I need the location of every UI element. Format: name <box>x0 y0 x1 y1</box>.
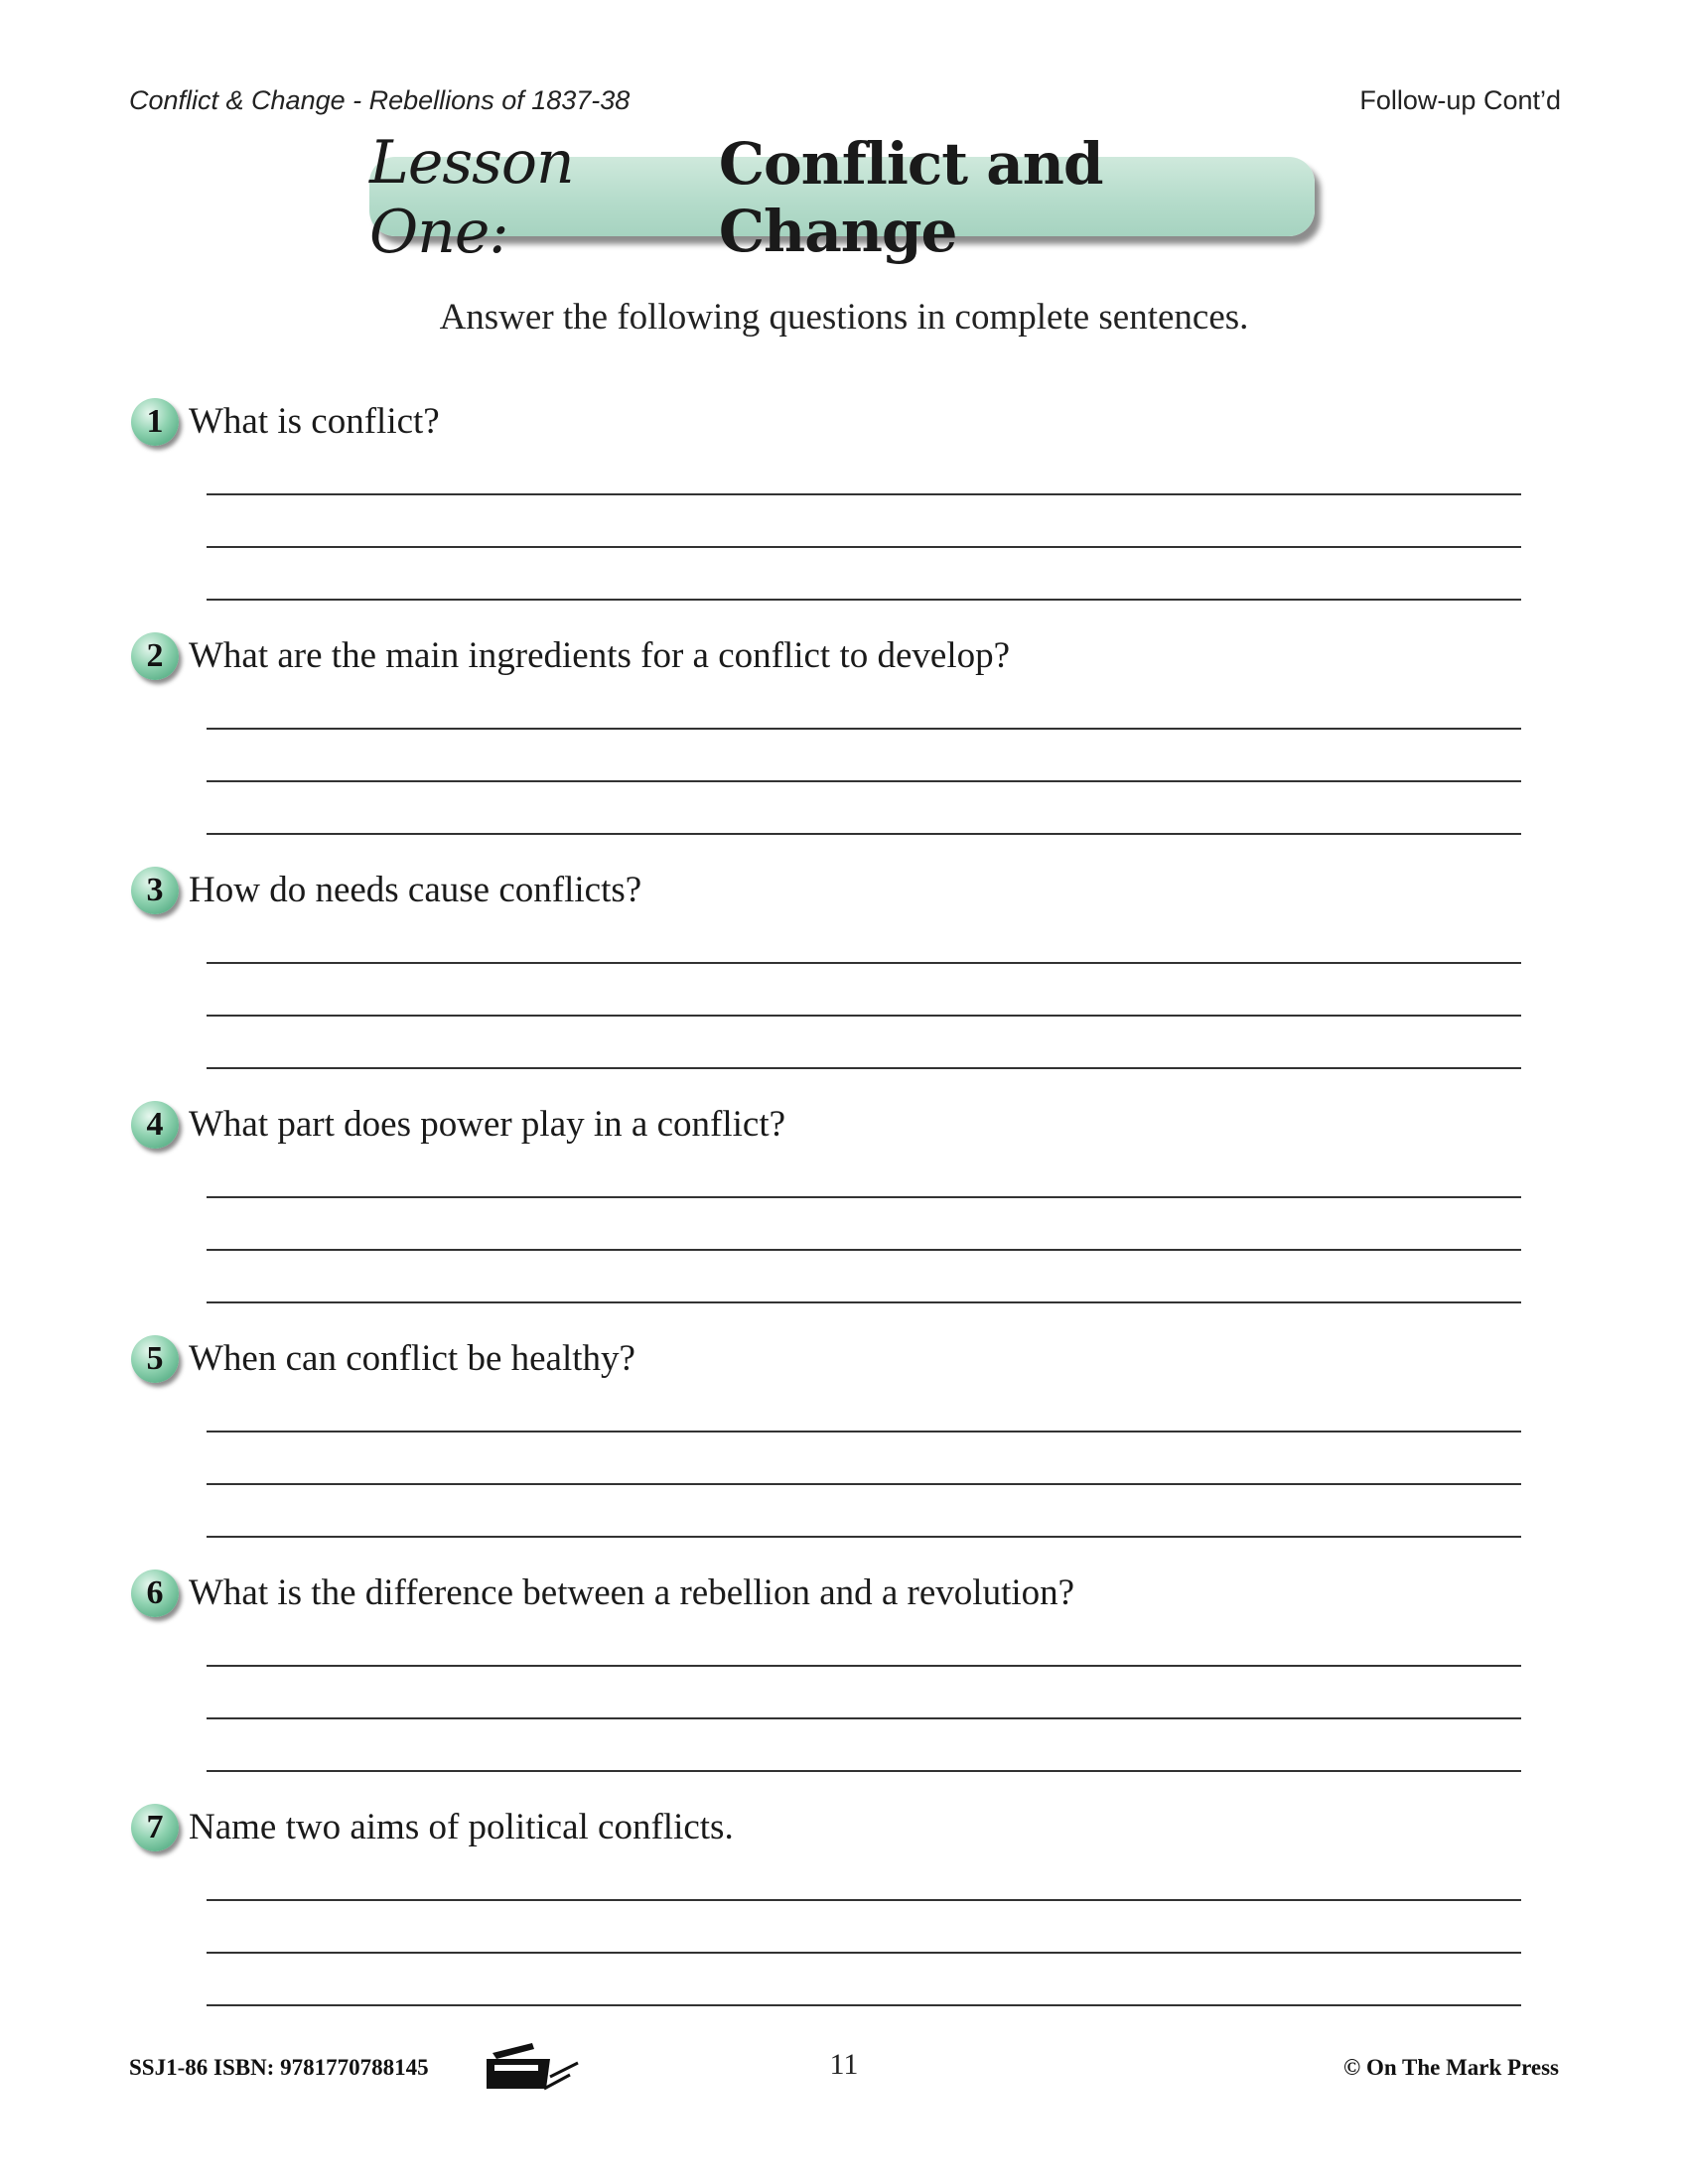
question-3 <box>127 867 1557 1085</box>
header-title: Conflict & Change - Rebellions of 1837-38 <box>129 85 631 115</box>
question-number-badge: 2 <box>131 632 179 680</box>
footer-isbn: SSJ1-86 ISBN: 9781770788145 <box>129 2055 429 2080</box>
answer-line[interactable] <box>207 599 1521 601</box>
answer-line[interactable] <box>207 780 1521 782</box>
title-lesson: Lesson One: <box>369 128 574 267</box>
question-7 <box>127 1804 1557 2022</box>
answer-line[interactable] <box>207 1249 1521 1251</box>
header-section: Follow-up Cont’d <box>1359 85 1561 115</box>
answer-line[interactable] <box>207 1952 1521 1954</box>
question-number-badge: 6 <box>131 1570 179 1617</box>
instructions: Answer the following questions in complete sentences. <box>439 297 1249 338</box>
answer-line[interactable] <box>207 1536 1521 1538</box>
question-text: What are the main ingredients for a conflict to develop? <box>189 635 1011 676</box>
page-number: 11 <box>829 2048 859 2081</box>
question-1 <box>127 398 1557 616</box>
answer-line[interactable] <box>207 1196 1521 1198</box>
question-text: Name two aims of political conflicts. <box>189 1807 734 1847</box>
answer-line[interactable] <box>207 2004 1521 2006</box>
answer-line[interactable] <box>207 1770 1521 1772</box>
question-text: What is conflict? <box>189 401 440 442</box>
question-number-badge: 7 <box>131 1804 179 1851</box>
title-banner <box>369 128 1315 267</box>
question-text: When can conflict be healthy? <box>189 1338 635 1379</box>
question-number-badge: 1 <box>131 398 179 446</box>
question-6 <box>127 1570 1557 1788</box>
question-text: What is the difference between a rebellion and a revolution? <box>189 1572 1075 1613</box>
question-2 <box>127 632 1557 851</box>
question-5 <box>127 1335 1557 1554</box>
question-number-badge: 3 <box>131 867 179 914</box>
title-topic: Conflict and Change <box>718 130 1103 265</box>
answer-line[interactable] <box>207 1431 1521 1433</box>
answer-line[interactable] <box>207 546 1521 548</box>
answer-line[interactable] <box>207 1301 1521 1303</box>
answer-line[interactable] <box>207 1483 1521 1485</box>
footer-copyright: © On The Mark Press <box>1343 2055 1559 2080</box>
answer-line[interactable] <box>207 493 1521 495</box>
answer-line[interactable] <box>207 1899 1521 1901</box>
answer-line[interactable] <box>207 728 1521 730</box>
answer-line[interactable] <box>207 1665 1521 1667</box>
answer-line[interactable] <box>207 1067 1521 1069</box>
question-text: How do needs cause conflicts? <box>189 870 642 910</box>
answer-line[interactable] <box>207 962 1521 964</box>
question-number-badge: 5 <box>131 1335 179 1383</box>
answer-line[interactable] <box>207 833 1521 835</box>
answer-line[interactable] <box>207 1717 1521 1719</box>
question-number-badge: 4 <box>131 1101 179 1149</box>
answer-line[interactable] <box>207 1015 1521 1017</box>
question-4 <box>127 1101 1557 1319</box>
question-text: What part does power play in a conflict? <box>189 1104 786 1145</box>
